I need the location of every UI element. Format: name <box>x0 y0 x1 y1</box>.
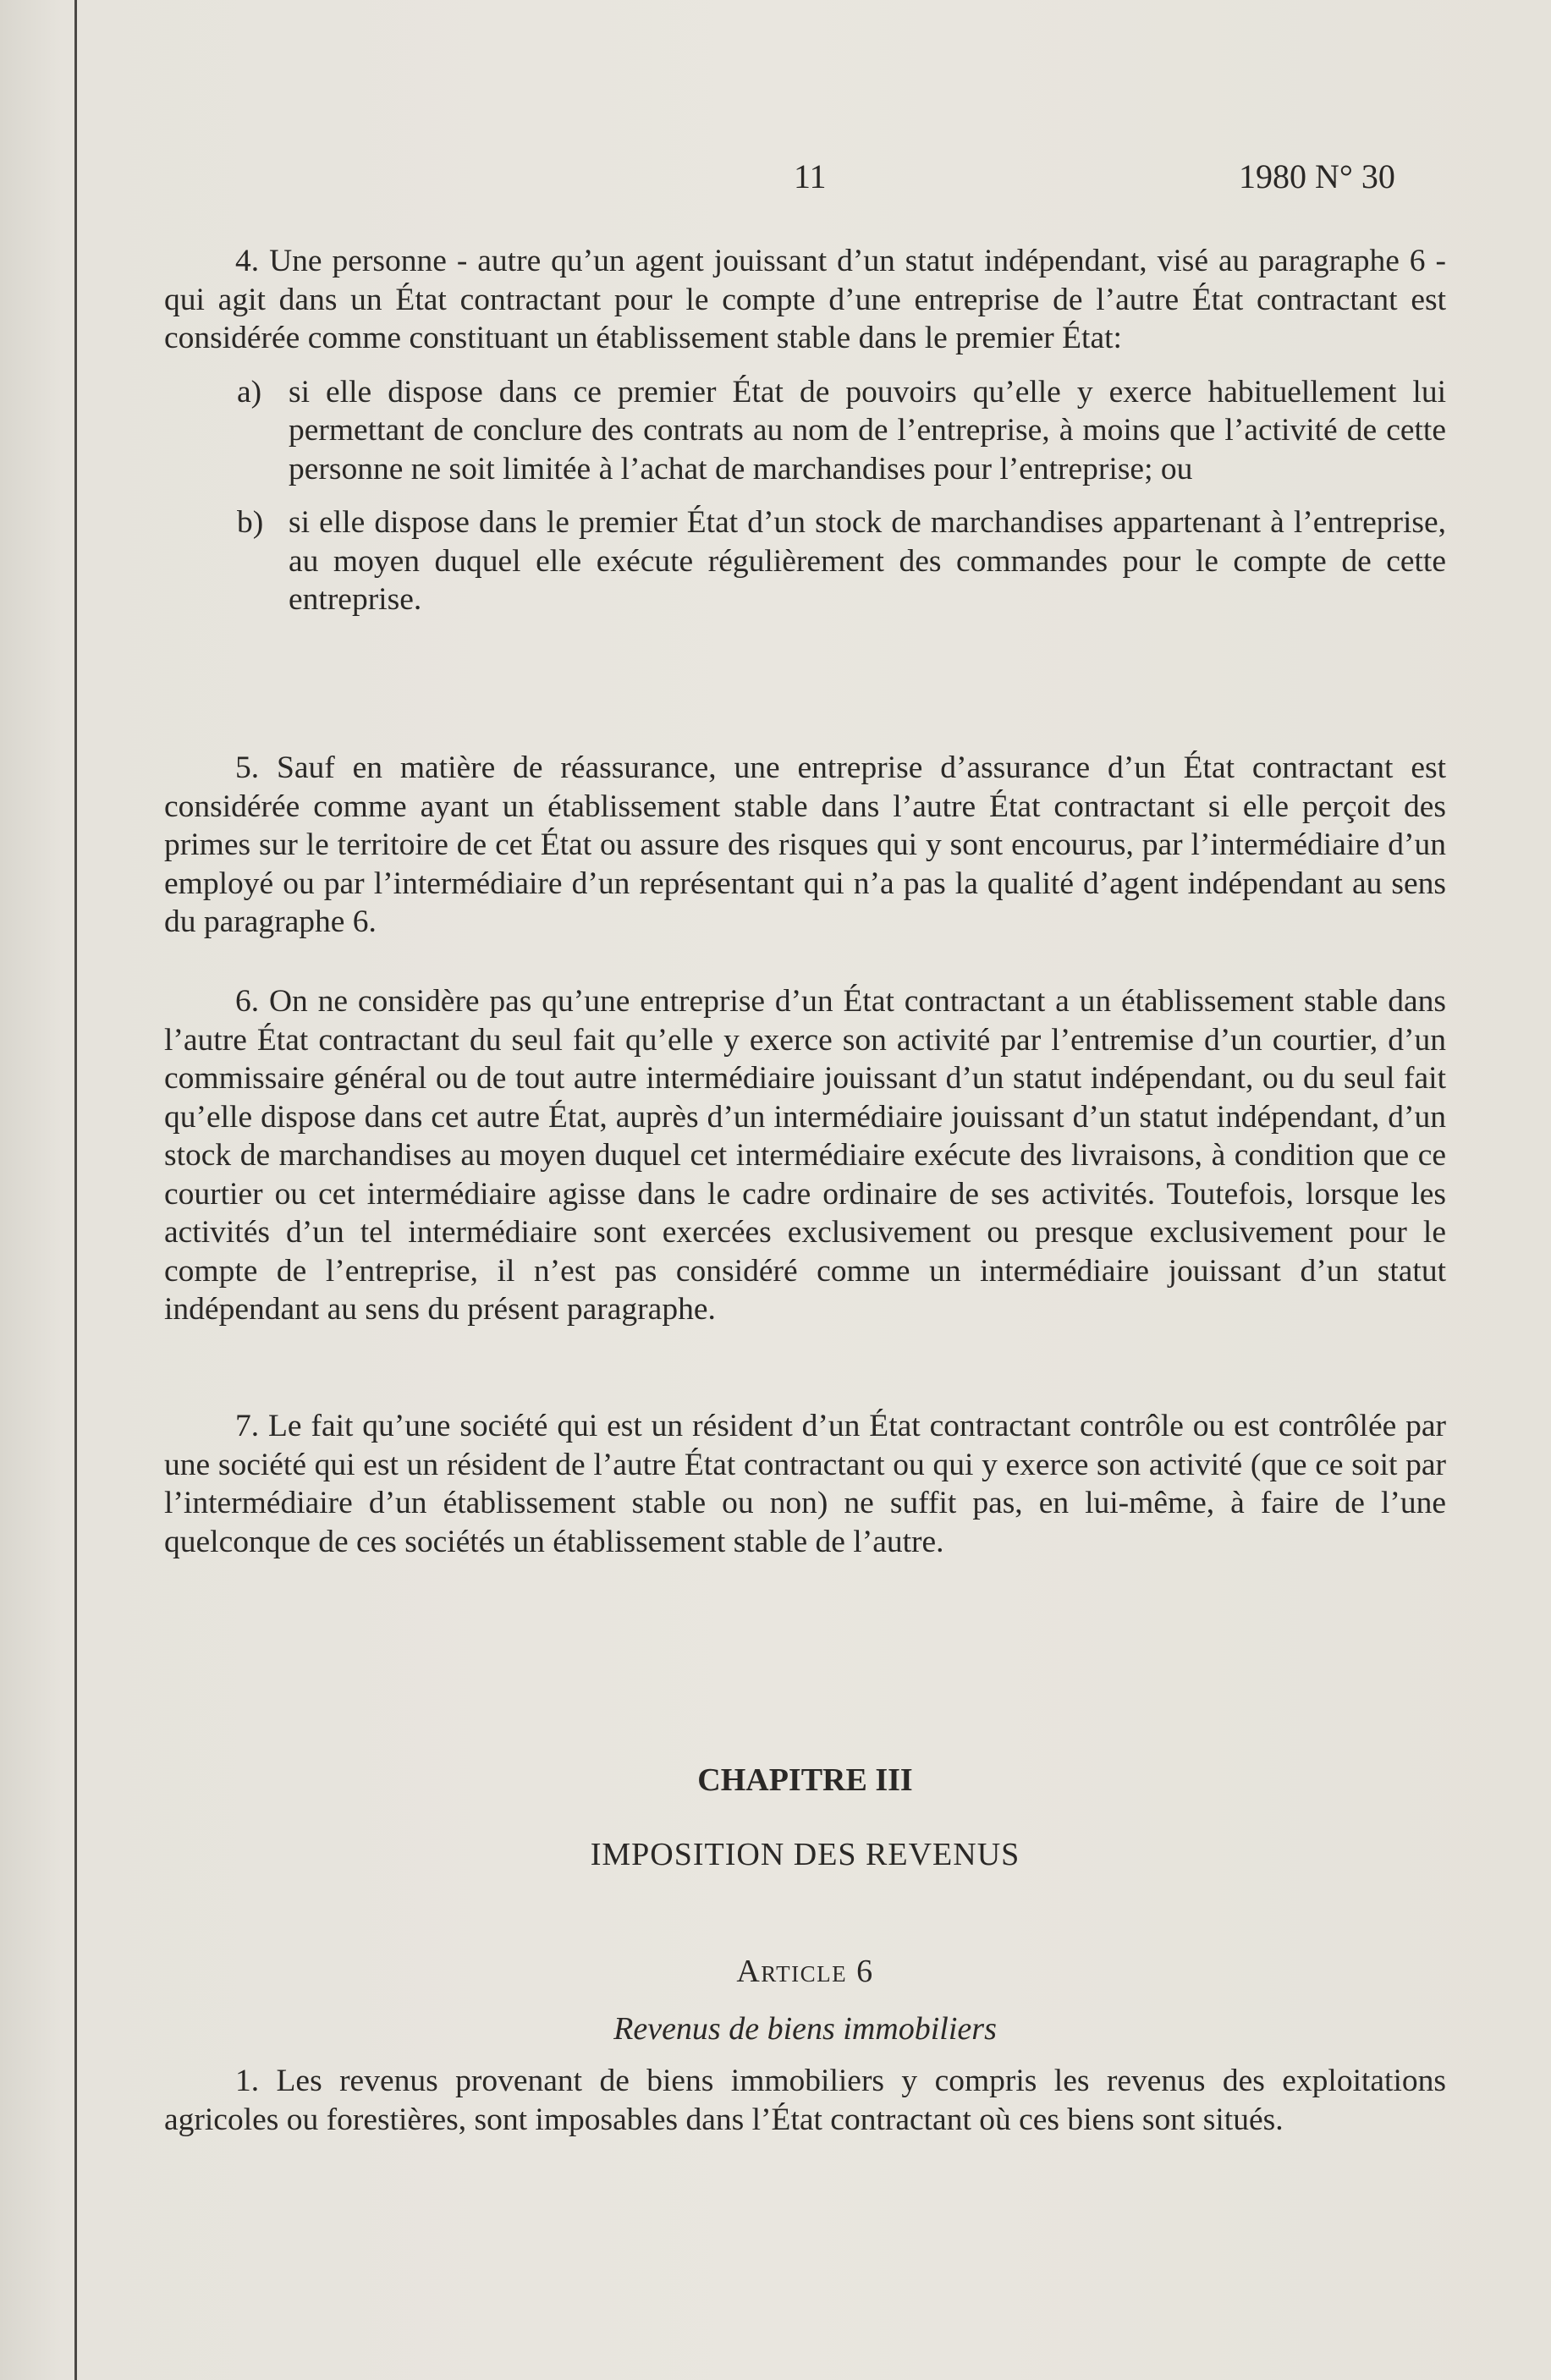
document-reference: 1980 N° 30 <box>1239 157 1395 195</box>
paragraph-6-block <box>164 982 1446 1329</box>
item-text-a: si elle dispose dans ce premier État de pouvoirs qu’elle y exerce habituellement lui permettant de conclure des contrats au nom de l’entreprise, à moins que l’activité de cette personne ne soit limitée à l’achat de marchandises pour l’entreprise; ou <box>289 374 1446 486</box>
item-label-b: b) <box>237 505 264 540</box>
paragraph-4-item-b <box>164 503 1446 619</box>
chapter-title: CHAPITRE III <box>697 1762 913 1798</box>
paragraph-6: 6. On ne considère pas qu’une entreprise d’un État contractant a un établissement stable dans l’autre État contractant du seul fait qu’elle y exerce son activité par l’entremise d’un courtier, d’un commissaire général ou de tout autre intermédiaire jouissant d’un statut indépendant, ou du seul fait qu’elle dispose dans cet autre État, auprès d’un intermédiaire jouissant d’un statut indépendant, d’un stock de marchandises au moyen duquel cet intermédiaire exécute des livraisons, à condition que ce courtier ou cet intermédiaire agisse dans le cadre ordinaire de ses activités. Toutefois, lorsque les activités d’un tel intermédiaire sont exercées exclusivement ou presque exclusivement pour le compte de l’entreprise, il n’est pas considéré comme un intermédiaire jouissant d’un statut indépendant au sens du présent paragraphe. <box>164 984 1446 1327</box>
article-6-paragraph-1: 1. Les revenus provenant de biens immobiliers y compris les revenus des exploitations agricoles ou forestières, sont imposables dans l’État contractant où ces biens sont situés. <box>164 2064 1446 2137</box>
chapter-subtitle: IMPOSITION DES REVENUS <box>590 1837 1020 1872</box>
article-title: Article 6 <box>736 1954 874 1989</box>
paragraph-7-block <box>164 1407 1446 1561</box>
page-number: 11 <box>794 157 827 195</box>
article-6-paragraph-1-block <box>164 2062 1446 2139</box>
paragraph-7: 7. Le fait qu’une société qui est un résident d’un État contractant contrôle ou est contrôlée par une société qui est un résident de l’autre État contractant ou qui y exerce son activité (que ce soit par l’intermédiaire d’un établissement stable ou non) ne suffit pas, en lui-même, à faire de l’une quelconque de ces sociétés un établissement stable de l’autre. <box>164 1409 1446 1559</box>
paragraph-4-block <box>164 242 1446 619</box>
paragraph-4-intro: 4. Une personne - autre qu’un agent jouissant d’un statut indépendant, visé au paragraphe 6 - qui agit dans un État contractant pour le compte d’une entreprise de l’autre État contractant est considérée comme constituant un établissement stable dans le premier État: <box>164 244 1446 355</box>
page-header <box>0 157 1551 207</box>
page-edge-line <box>74 0 77 2380</box>
paragraph-4-item-a <box>164 373 1446 489</box>
article-heading: Revenus de biens immobiliers <box>613 2011 997 2047</box>
item-text-b: si elle dispose dans le premier État d’un stock de marchandises appartenant à l’entreprise, au moyen duquel elle exécute régulièrement des commandes pour le compte de cette entreprise. <box>289 505 1446 617</box>
paragraph-5-block <box>164 749 1446 942</box>
paragraph-5: 5. Sauf en matière de réassurance, une entreprise d’assurance d’un État contractant est considérée comme ayant un établissement stable dans l’autre État contractant si elle perçoit des primes sur le territoire de cet État ou assure des risques qui y sont encourus, par l’intermédiaire d’un employé ou par l’intermédiaire d’un représentant qui n’a pas la qualité d’agent indépendant au sens du paragraphe 6. <box>164 750 1446 939</box>
item-label-a: a) <box>237 374 262 409</box>
